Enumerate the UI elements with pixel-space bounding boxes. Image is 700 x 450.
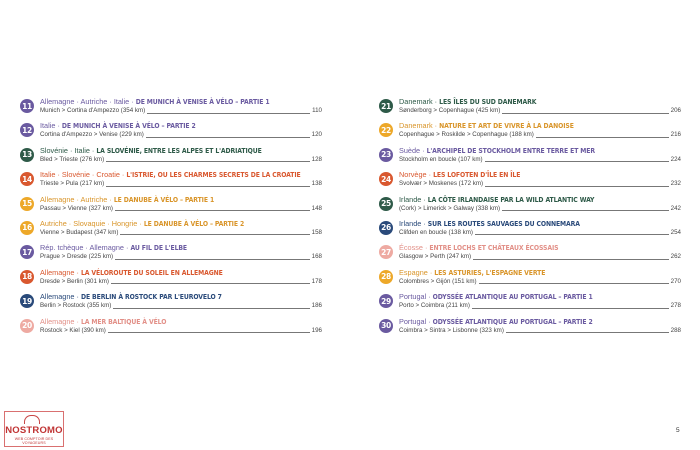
toc-entry-region: Écosse · <box>399 243 430 253</box>
toc-entry-region: Portugal · <box>399 292 433 302</box>
toc-entry-heading <box>399 292 681 302</box>
toc-entry-text <box>399 146 681 164</box>
toc-entry-title: LE DANUBE À VÉLO – PARTIE 1 <box>113 195 215 204</box>
toc-entry-page: 158 <box>311 228 322 236</box>
toc-entry[interactable] <box>20 317 322 341</box>
toc-entry-route: Svolvær > Moskenes (172 km) <box>399 180 484 188</box>
toc-entry-heading <box>40 170 322 180</box>
leader-line <box>115 259 310 260</box>
toc-entry-text <box>40 219 322 237</box>
toc-entry-title: DE MUNICH À VENISE À VÉLO – PARTIE 2 <box>61 122 196 131</box>
globe-icon <box>24 415 40 424</box>
toc-entry-page: 196 <box>311 326 322 334</box>
toc-entry-route: Dresde > Berlin (301 km) <box>40 277 109 285</box>
toc-entry-page: 270 <box>670 277 681 285</box>
toc-entry-text <box>399 97 681 115</box>
toc-entry-region: Italie · Slovénie · Croatie · <box>40 170 127 180</box>
toc-entry[interactable] <box>379 121 681 145</box>
toc-entry-route: Clifden en boucle (138 km) <box>399 228 473 236</box>
toc-entry-region: Norvège · <box>399 170 434 180</box>
toc-entry[interactable] <box>379 268 681 292</box>
toc-entry-region: Danemark · <box>399 121 440 131</box>
toc-entry-region: Allemagne · <box>40 292 81 302</box>
toc-entry-heading <box>399 195 681 205</box>
chapter-number-badge: 14 <box>20 172 34 186</box>
chapter-number-badge: 28 <box>379 270 393 284</box>
toc-entry-text <box>40 146 322 164</box>
toc-entry[interactable] <box>379 97 681 121</box>
toc-entry[interactable] <box>20 121 322 145</box>
leader-line <box>506 332 669 333</box>
toc-entry-heading <box>40 146 322 156</box>
toc-entry-region: Allemagne · Autriche · <box>40 194 114 204</box>
toc-entry-title: L'ARCHIPEL DE STOCKHOLM ENTRE TERRE ET MER <box>426 146 595 155</box>
toc-entry-region: Rép. tchèque · Allemagne · <box>40 243 131 253</box>
toc-entry-page: 110 <box>312 107 322 114</box>
toc-entry-details <box>399 278 681 286</box>
toc-entry-text <box>40 97 322 115</box>
toc-entry-title: LE DANUBE À VÉLO – PARTIE 2 <box>143 219 245 228</box>
leader-line <box>472 308 669 309</box>
toc-entry-title: DE BERLIN À ROSTOCK PAR L'EUROVELO 7 <box>80 293 222 302</box>
toc-entry-region: Suède · <box>399 145 427 155</box>
toc-entry-region: Autriche · Slovaquie · Hongrie · <box>40 218 144 228</box>
toc-entry-route: Trieste > Pula (217 km) <box>40 180 105 188</box>
toc-entry-details <box>399 131 681 139</box>
toc-entry-region: Irlande · <box>399 194 428 204</box>
toc-entry-text <box>399 170 681 188</box>
leader-line <box>536 137 669 138</box>
leader-line <box>485 186 669 187</box>
toc-entry-details <box>40 253 322 261</box>
toc-entry[interactable] <box>20 292 322 316</box>
leader-line <box>108 332 310 333</box>
toc-entry-title: LES ÎLES DU SUD DANEMARK <box>439 98 537 106</box>
toc-entry-heading <box>399 317 681 327</box>
toc-entry-route: Berlin > Rostock (355 km) <box>40 302 112 310</box>
toc-entry-heading <box>40 195 322 205</box>
toc-entry-heading <box>399 97 681 107</box>
toc-left-column <box>20 97 322 341</box>
toc-entry-text <box>399 268 681 286</box>
toc-entry-details <box>399 302 681 310</box>
toc-entry-page: 288 <box>670 326 681 334</box>
chapter-number-badge: 30 <box>379 319 393 333</box>
toc-entry-page: 278 <box>670 302 681 310</box>
toc-entry-text <box>40 292 322 310</box>
toc-entry-region: Allemagne · <box>40 316 81 326</box>
chapter-number-badge: 24 <box>379 172 393 186</box>
toc-entry-heading <box>40 317 322 327</box>
toc-entry-text <box>40 195 322 213</box>
leader-line <box>146 137 310 138</box>
toc-entry-heading <box>40 268 322 278</box>
toc-entry[interactable] <box>379 243 681 267</box>
toc-entry-details <box>40 278 322 286</box>
toc-entry-route: Cortina d'Ampezzo > Venise (229 km) <box>40 131 144 139</box>
chapter-number-badge: 17 <box>20 245 34 259</box>
toc-entry-route: Stockholm en boucle (107 km) <box>399 155 483 163</box>
toc-entry-region: Allemagne · <box>40 267 81 277</box>
toc-entry-text <box>40 121 322 139</box>
toc-entry-page: 168 <box>311 253 322 261</box>
chapter-number-badge: 25 <box>379 197 393 211</box>
toc-entry[interactable] <box>379 292 681 316</box>
toc-entry-title: LA SLOVÉNIE, ENTRE LES ALPES ET L'ADRIATIQUE <box>96 146 262 155</box>
toc-entry-region: Irlande · <box>399 218 428 228</box>
toc-entry-route: Passau > Vienne (327 km) <box>40 204 113 212</box>
toc-entry[interactable] <box>20 195 322 219</box>
toc-entry-route: Colombres > Gijón (151 km) <box>399 277 477 285</box>
toc-entry-title: LA CÔTE IRLANDAISE PAR LA WILD ATLANTIC WAY <box>427 195 595 204</box>
toc-entry-region: Slovénie · Italie · <box>40 145 97 155</box>
toc-entry-page: 242 <box>670 204 681 212</box>
toc-entry-region: Italie · <box>40 121 62 131</box>
toc-entry-details <box>40 205 322 213</box>
toc-entry-details <box>40 156 322 164</box>
toc-entry-page: 138 <box>311 180 322 188</box>
toc-entry-text <box>399 121 681 139</box>
chapter-number-badge: 27 <box>379 245 393 259</box>
toc-entry-page: 178 <box>311 277 322 285</box>
chapter-number-badge: 12 <box>20 123 34 137</box>
toc-entry-region: Danemark · <box>399 97 440 106</box>
toc-entry-route: Glasgow > Perth (247 km) <box>399 253 472 261</box>
chapter-number-badge: 19 <box>20 294 34 308</box>
leader-line <box>120 234 309 235</box>
chapter-number-badge: 23 <box>379 148 393 162</box>
toc-entry-title: ENTRE LOCHS ET CHÂTEAUX ÉCOSSAIS <box>429 244 559 253</box>
nostromo-logo <box>4 411 64 447</box>
toc-entry-heading <box>399 219 681 229</box>
toc-entry-details <box>399 253 681 261</box>
toc-right-column <box>379 97 681 341</box>
chapter-number-badge: 16 <box>20 221 34 235</box>
toc-entry-route: Vienne > Budapest (347 km) <box>40 228 119 236</box>
toc-entry-text <box>399 219 681 237</box>
toc-entry-title: ODYSSÉE ATLANTIQUE AU PORTUGAL – PARTIE 2 <box>432 317 593 326</box>
toc-entry-details <box>40 131 322 139</box>
toc-entry-heading <box>399 243 681 253</box>
toc-entry-page: 254 <box>670 228 681 236</box>
leader-line <box>502 210 669 211</box>
chapter-number-badge: 22 <box>379 123 393 137</box>
toc-entry-details <box>399 107 681 115</box>
toc-entry-title: LA MER BALTIQUE À VÉLO <box>80 317 167 326</box>
toc-entry-route: Sønderborg > Copenhague (425 km) <box>399 107 501 114</box>
toc-entry[interactable] <box>20 146 322 170</box>
page-number: 5 <box>676 427 680 434</box>
toc-entry-page: 206 <box>670 107 681 114</box>
toc-entry-title: LES ASTURIES, L'ESPAGNE VERTE <box>434 268 546 277</box>
toc-entry-details <box>40 107 322 115</box>
leader-line <box>502 113 668 114</box>
toc-entry-title: LA VÉLOROUTE DU SOLEIL EN ALLEMAGNE <box>80 268 223 277</box>
leader-line <box>113 308 309 309</box>
leader-line <box>111 283 310 284</box>
chapter-number-badge: 20 <box>20 319 34 333</box>
chapter-number-badge: 26 <box>379 221 393 235</box>
toc-entry-region: Portugal · <box>399 316 433 326</box>
toc-entry-text <box>40 268 322 286</box>
toc-entry[interactable] <box>20 243 322 267</box>
toc-entry[interactable] <box>379 219 681 243</box>
toc-entry-route: Copenhague > Roskilde > Copenhague (188 km) <box>399 131 534 139</box>
toc-entry-region: Allemagne · Autriche · Italie · <box>40 97 136 106</box>
toc-entry-text <box>40 170 322 188</box>
toc-entry-title: L'ISTRIE, OU LES CHARMES SECRETS DE LA CROATIE <box>126 171 301 180</box>
leader-line <box>473 259 669 260</box>
toc-entry-title: LES LOFOTEN D'ÎLE EN ÎLE <box>433 171 521 180</box>
leader-line <box>106 161 310 162</box>
toc-entry[interactable] <box>20 219 322 243</box>
leader-line <box>147 113 310 114</box>
toc-entry-heading <box>40 121 322 131</box>
toc-entry-title: SUR LES ROUTES SAUVAGES DU CONNEMARA <box>427 219 580 228</box>
toc-entry-heading <box>40 292 322 302</box>
chapter-number-badge: 29 <box>379 294 393 308</box>
toc-entry-route: (Cork) > Limerick > Galway (338 km) <box>399 204 501 212</box>
toc-entry-page: 232 <box>670 180 681 188</box>
toc-entry-title: ODYSSÉE ATLANTIQUE AU PORTUGAL – PARTIE 1 <box>432 293 593 302</box>
toc-entry-heading <box>40 243 322 253</box>
toc-entry-route: Coimbra > Sintra > Lisbonne (323 km) <box>399 326 504 334</box>
toc-entry-heading <box>40 97 322 107</box>
toc-entry[interactable] <box>20 170 322 194</box>
toc-entry-details <box>399 205 681 213</box>
toc-entry-title: DE MUNICH À VENISE À VÉLO – PARTIE 1 <box>135 98 270 106</box>
toc-entry-route: Porto > Coimbra (211 km) <box>399 302 470 310</box>
chapter-number-badge: 13 <box>20 148 34 162</box>
leader-line <box>479 283 669 284</box>
toc-entry-page: 216 <box>670 131 681 139</box>
toc-entry-text <box>399 317 681 335</box>
toc-entry-region: Espagne · <box>399 267 435 277</box>
toc-entry-route: Bled > Trieste (276 km) <box>40 155 105 163</box>
toc-entry-details <box>399 327 681 335</box>
toc-entry-heading <box>399 170 681 180</box>
toc-entry-details <box>399 180 681 188</box>
toc-entry-details <box>40 229 322 237</box>
toc-entry-route: Munich > Cortina d'Ampezzo (354 km) <box>40 107 146 114</box>
toc-entry[interactable] <box>379 317 681 341</box>
toc-entry-text <box>399 195 681 213</box>
toc-entry-text <box>40 243 322 261</box>
toc-entry-details <box>399 229 681 237</box>
toc-entry[interactable] <box>379 170 681 194</box>
toc-entry-page: 224 <box>670 155 681 163</box>
logo-tagline: WEB COMPTOIR DES VOYAGEURS <box>14 437 54 445</box>
toc-entry-route: Rostock > Kiel (390 km) <box>40 326 106 334</box>
chapter-number-badge: 18 <box>20 270 34 284</box>
toc-entry[interactable] <box>20 268 322 292</box>
leader-line <box>485 161 669 162</box>
chapter-number-badge: 15 <box>20 197 34 211</box>
toc-entry-title: AU FIL DE L'ELBE <box>130 244 188 253</box>
toc-entry-details <box>399 156 681 164</box>
logo-name: NOSTROMO <box>5 425 63 436</box>
toc-entry-heading <box>399 121 681 131</box>
toc-entry[interactable] <box>379 146 681 170</box>
toc-entry-page: 186 <box>311 302 322 310</box>
toc-entry-details <box>40 327 322 335</box>
toc-entry-page: 128 <box>311 155 322 163</box>
toc-entry-route: Prague > Dresde (225 km) <box>40 253 114 261</box>
toc-entry-text <box>399 243 681 261</box>
toc-entry[interactable] <box>379 195 681 219</box>
chapter-number-badge: 21 <box>379 99 393 113</box>
toc-entry-title: NATURE ET ART DE VIVRE À LA DANOISE <box>439 122 574 131</box>
toc-entry-page: 148 <box>311 204 322 212</box>
leader-line <box>106 186 309 187</box>
leader-line <box>115 210 310 211</box>
toc-entry-text <box>40 317 322 335</box>
chapter-number-badge: 11 <box>20 99 34 113</box>
toc-entry-details <box>40 180 322 188</box>
toc-entry-heading <box>399 146 681 156</box>
toc-entry-page: 262 <box>670 253 681 261</box>
toc-entry-text <box>399 292 681 310</box>
toc-entry-details <box>40 302 322 310</box>
toc-entry[interactable] <box>20 97 322 121</box>
leader-line <box>475 234 669 235</box>
toc-entry-heading <box>40 219 322 229</box>
toc-entry-heading <box>399 268 681 278</box>
toc-entry-page: 120 <box>311 131 322 139</box>
